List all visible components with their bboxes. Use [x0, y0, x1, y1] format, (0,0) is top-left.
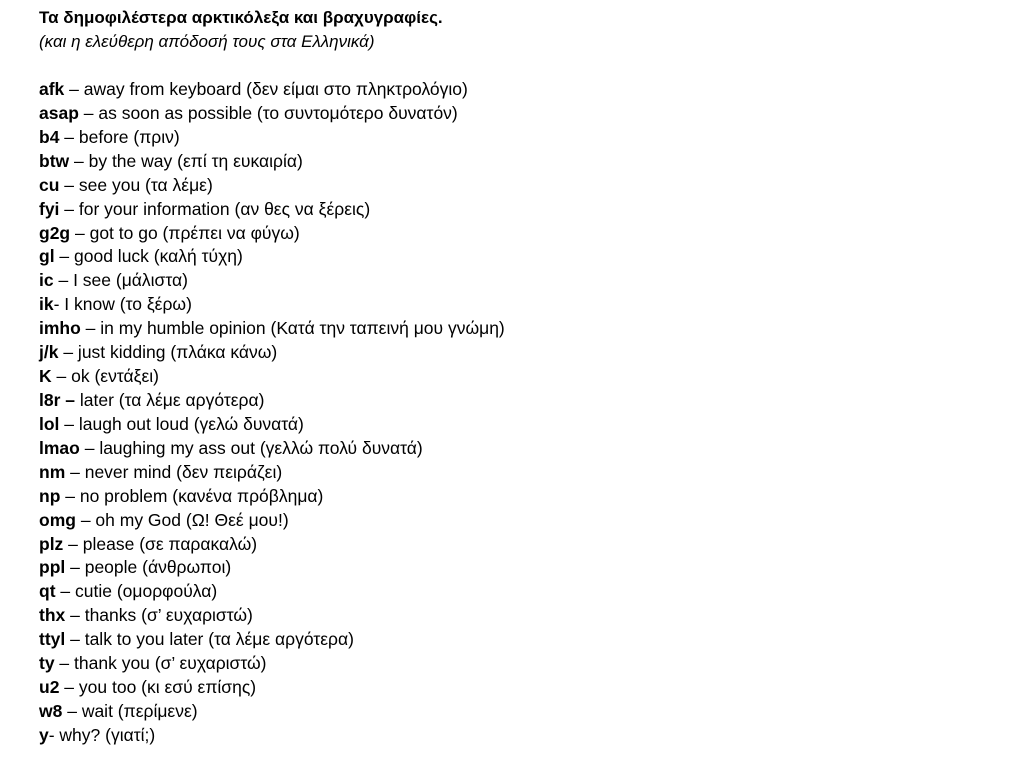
list-item [39, 413, 999, 437]
abbreviation-meaning: – I see (μάλιστα) [53, 270, 188, 291]
abbreviation: g2g [39, 222, 71, 243]
abbreviation-meaning: – got to go (πρέπει να φύγω) [70, 222, 300, 243]
page-subtitle: (και η ελεύθερη απόδοσή τους στα Ελληνικά) [39, 32, 375, 51]
list-item [39, 652, 999, 676]
list-item [39, 150, 999, 174]
abbreviation: lmao [39, 437, 80, 458]
list-item [39, 580, 999, 604]
abbreviation-meaning: – see you (τα λέμε) [59, 174, 213, 195]
abbreviation: j/k [39, 342, 59, 363]
abbreviation-meaning: – you too (κι εσύ επίσης) [59, 677, 257, 698]
abbreviation: y [39, 724, 49, 745]
list-item [39, 461, 999, 485]
abbreviation: imho [39, 318, 81, 339]
list-item [39, 365, 999, 389]
list-item [39, 485, 999, 509]
abbreviation: b4 [39, 126, 60, 147]
abbreviation: ic [39, 270, 54, 291]
abbreviation: nm [39, 461, 66, 482]
abbreviation: w8 [39, 700, 63, 721]
abbreviation-meaning: – talk to you later (τα λέμε αργότερα) [65, 629, 354, 650]
abbreviation: thx [39, 605, 66, 626]
abbreviation-meaning: – cutie (ομορφούλα) [55, 581, 218, 602]
abbreviation-meaning: – for your information (αν θες να ξέρεις) [59, 198, 371, 219]
list-item [39, 222, 999, 246]
abbreviation: afk [39, 79, 65, 99]
abbreviation-meaning: – ok (εντάξει) [51, 366, 159, 387]
list-item [39, 198, 999, 222]
abbreviation: plz [39, 533, 64, 554]
abbreviation: ty [39, 653, 55, 674]
abbreviation: qt [39, 581, 56, 602]
abbreviation-meaning: – good luck (καλή τύχη) [54, 246, 243, 267]
abbreviation: ik [39, 294, 54, 315]
abbreviation: ttyl [39, 629, 66, 650]
list-item [39, 724, 999, 748]
abbreviation-meaning: – before (πριν) [59, 126, 180, 147]
list-item [39, 556, 999, 580]
list-item [39, 269, 999, 293]
list-item [39, 102, 999, 126]
abbreviation: btw [39, 150, 70, 171]
abbreviation: l8r – [39, 389, 75, 410]
abbreviation-meaning: – thank you (σ’ ευχαριστώ) [54, 653, 267, 674]
abbreviation-meaning: – people (άνθρωποι) [65, 557, 232, 578]
abbreviation: cu [39, 174, 60, 195]
list-item [39, 245, 999, 269]
list-item [39, 389, 999, 413]
abbreviation-meaning: – no problem (κανένα πρόβλημα) [60, 485, 324, 506]
list-item [39, 509, 999, 533]
abbreviation-meaning: – as soon as possible (το συντομότερο δυνατόν) [78, 102, 458, 123]
abbreviation-meaning: – thanks (σ’ ευχαριστώ) [65, 605, 253, 626]
abbreviation: fyi [39, 198, 60, 219]
list-item [39, 604, 999, 628]
abbreviation: asap [39, 102, 79, 123]
abbreviation-meaning: – please (σε παρακαλώ) [63, 533, 258, 554]
list-item [39, 126, 999, 150]
list-item [39, 174, 999, 198]
abbreviation-meaning: – laugh out loud (γελώ δυνατά) [59, 413, 304, 434]
list-item [39, 317, 999, 341]
list-item [39, 700, 999, 724]
abbreviation-meaning: – by the way (επί τη ευκαιρία) [69, 150, 303, 171]
list-item [39, 676, 999, 700]
abbreviation: omg [39, 509, 76, 530]
abbreviation-meaning: later (τα λέμε αργότερα) [75, 389, 265, 410]
abbreviation: ppl [39, 557, 66, 578]
abbreviation-meaning: – oh my God (Ω! Θεέ μου!) [75, 509, 289, 530]
abbreviation-meaning: – just kidding (πλάκα κάνω) [58, 342, 278, 363]
abbreviation: u2 [39, 677, 60, 698]
abbreviation-meaning: – wait (περίμενε) [62, 700, 198, 721]
abbreviation: gl [39, 246, 55, 267]
slide-content [39, 6, 999, 748]
abbreviation: np [39, 485, 61, 506]
list-item [39, 341, 999, 365]
abbreviation-meaning: – laughing my ass out (γελλώ πολύ δυνατά) [79, 437, 423, 458]
page-title: Τα δημοφιλέστερα αρκτικόλεξα και βραχυγραφίες. [39, 8, 443, 27]
abbreviation-meaning: - I know (το ξέρω) [53, 294, 192, 315]
abbreviation-meaning: – never mind (δεν πειράζει) [65, 461, 283, 482]
list-item [39, 533, 999, 557]
abbreviation-list [39, 78, 999, 748]
list-item [39, 437, 999, 461]
blank-line [39, 54, 999, 78]
abbreviation: lol [39, 413, 60, 434]
list-item [39, 628, 999, 652]
list-item [39, 78, 999, 102]
abbreviation-meaning: – in my humble opinion (Κατά την ταπεινή μου γνώμη) [80, 318, 505, 339]
abbreviation-meaning: – away from keyboard (δεν είμαι στο πληκτρολόγιο) [64, 79, 468, 99]
list-item [39, 293, 999, 317]
abbreviation-meaning: - why? (γιατί;) [48, 724, 156, 745]
abbreviation: K [39, 366, 52, 387]
